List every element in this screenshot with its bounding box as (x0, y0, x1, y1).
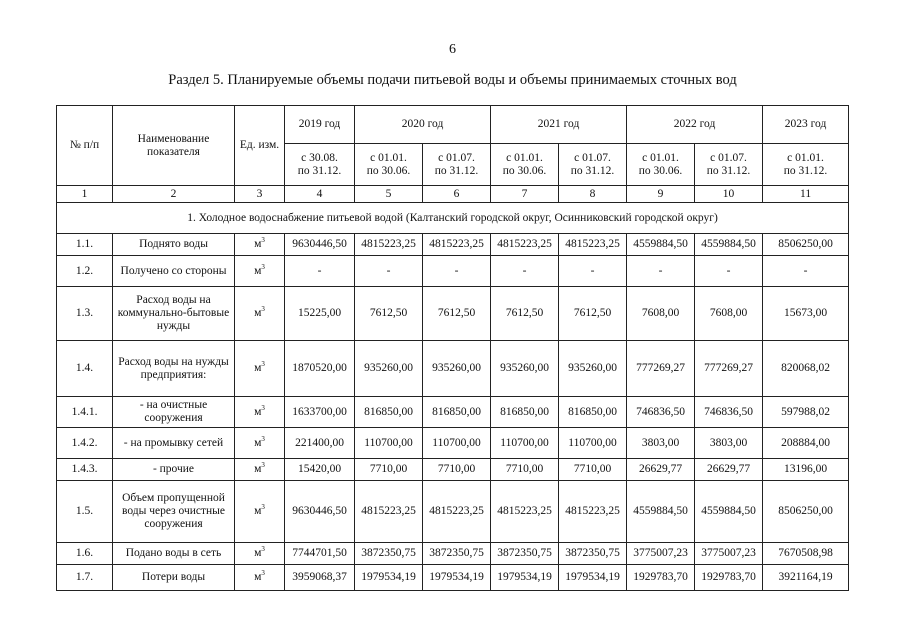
value-cell: 3959068,37 (285, 565, 355, 591)
unit-cell (235, 256, 285, 287)
value-cell: 1633700,00 (285, 397, 355, 428)
column-index: 2 (113, 186, 235, 203)
value-cell: 746836,50 (627, 397, 695, 428)
header-period: с 01.07. по 31.12. (559, 144, 627, 186)
table-row (57, 481, 849, 543)
value-cell: 9630446,50 (285, 234, 355, 256)
value-cell: 7710,00 (423, 459, 491, 481)
value-cell: 26629,77 (627, 459, 695, 481)
header-unit: Ед. изм. (235, 106, 285, 186)
unit-exponent: 3 (261, 305, 265, 313)
value-cell: 15420,00 (285, 459, 355, 481)
value-cell: 935260,00 (559, 341, 627, 397)
value-cell: 3775007,23 (695, 543, 763, 565)
table-row (57, 459, 849, 481)
value-cell: 935260,00 (491, 341, 559, 397)
value-cell: 3872350,75 (423, 543, 491, 565)
value-cell: - (763, 256, 849, 287)
unit-exponent: 3 (261, 434, 265, 443)
unit-exponent: 3 (261, 262, 265, 271)
value-cell: 3872350,75 (355, 543, 423, 565)
indicator-name: - на промывку сетей (113, 428, 235, 459)
header-year: 2020 год (355, 106, 491, 144)
header-num: № п/п (57, 106, 113, 186)
value-cell: 777269,27 (695, 341, 763, 397)
row-number: 1.4.3. (57, 459, 113, 481)
unit-cell (235, 397, 285, 428)
value-cell: 7710,00 (355, 459, 423, 481)
column-index: 8 (559, 186, 627, 203)
page-number: 6 (449, 42, 456, 57)
header-period: с 01.07. по 31.12. (695, 144, 763, 186)
value-cell: - (627, 256, 695, 287)
value-cell: 7612,50 (423, 287, 491, 341)
unit-cell (235, 565, 285, 591)
table-row (57, 234, 849, 256)
unit-label: м (254, 571, 262, 583)
value-cell: 816850,00 (491, 397, 559, 428)
value-cell: 816850,00 (423, 397, 491, 428)
column-index: 10 (695, 186, 763, 203)
header-year: 2019 год (285, 106, 355, 144)
section-heading-row (57, 203, 849, 234)
column-index: 6 (423, 186, 491, 203)
value-cell: 4815223,25 (559, 481, 627, 543)
indicator-name: Расход воды на нужды предприятия: (113, 341, 235, 397)
value-cell: 9630446,50 (285, 481, 355, 543)
value-cell: 4815223,25 (355, 481, 423, 543)
value-cell: 1979534,19 (491, 565, 559, 591)
value-cell: 4815223,25 (491, 481, 559, 543)
value-cell: 15673,00 (763, 287, 849, 341)
value-cell: 7612,50 (355, 287, 423, 341)
value-cell: 7608,00 (627, 287, 695, 341)
value-cell: 4815223,25 (423, 234, 491, 256)
header-period: с 01.07. по 31.12. (423, 144, 491, 186)
value-cell: 13196,00 (763, 459, 849, 481)
indicator-name: Подано воды в сеть (113, 543, 235, 565)
unit-exponent: 3 (261, 545, 265, 553)
unit-label: м (254, 405, 262, 418)
row-number: 1.4. (57, 341, 113, 397)
section-title: Раздел 5. Планируемые объемы подачи питьевой воды и объемы принимаемых сточных вод (168, 72, 737, 88)
column-index: 11 (763, 186, 849, 203)
unit-exponent: 3 (261, 503, 265, 511)
value-cell: 816850,00 (559, 397, 627, 428)
unit-cell (235, 481, 285, 543)
value-cell: - (695, 256, 763, 287)
unit-label: м (254, 505, 262, 517)
header-period: с 01.01. по 31.12. (763, 144, 849, 186)
value-cell: 7710,00 (491, 459, 559, 481)
unit-exponent: 3 (261, 461, 265, 469)
unit-exponent: 3 (261, 360, 265, 368)
row-number: 1.3. (57, 287, 113, 341)
header-year: 2023 год (763, 106, 849, 144)
unit-cell (235, 341, 285, 397)
value-cell: 7744701,50 (285, 543, 355, 565)
value-cell: 110700,00 (559, 428, 627, 459)
value-cell: 4815223,25 (355, 234, 423, 256)
value-cell: - (285, 256, 355, 287)
value-cell: - (491, 256, 559, 287)
value-cell: 3872350,75 (559, 543, 627, 565)
unit-exponent: 3 (261, 236, 265, 244)
row-number: 1.4.1. (57, 397, 113, 428)
unit-exponent: 3 (261, 569, 265, 577)
header-name: Наименование показателя (113, 106, 235, 186)
table-row (57, 543, 849, 565)
section-heading: 1. Холодное водоснабжение питьевой водой (Калтанский городской округ, Осинниковский городской округ) (57, 203, 849, 234)
table-row (57, 397, 849, 428)
column-index: 3 (235, 186, 285, 203)
header-year: 2021 год (491, 106, 627, 144)
value-cell: 26629,77 (695, 459, 763, 481)
value-cell: 7608,00 (695, 287, 763, 341)
indicator-name: Поднято воды (113, 234, 235, 256)
value-cell: 816850,00 (355, 397, 423, 428)
value-cell: 3921164,19 (763, 565, 849, 591)
value-cell: 3803,00 (627, 428, 695, 459)
header-year: 2022 год (627, 106, 763, 144)
row-number: 1.2. (57, 256, 113, 287)
column-index: 4 (285, 186, 355, 203)
value-cell: 7670508,98 (763, 543, 849, 565)
value-cell: 110700,00 (355, 428, 423, 459)
value-cell: 1870520,00 (285, 341, 355, 397)
value-cell: 110700,00 (491, 428, 559, 459)
value-cell: 7612,50 (559, 287, 627, 341)
value-cell: 1979534,19 (355, 565, 423, 591)
unit-exponent: 3 (261, 403, 265, 412)
indicator-name: Получено со стороны (113, 256, 235, 287)
unit-label: м (254, 362, 262, 374)
header-period: с 30.08. по 31.12. (285, 144, 355, 186)
value-cell: 7612,50 (491, 287, 559, 341)
unit-label: м (254, 238, 262, 250)
indicator-name: - прочие (113, 459, 235, 481)
unit-cell (235, 543, 285, 565)
value-cell: 4559884,50 (695, 481, 763, 543)
row-number: 1.7. (57, 565, 113, 591)
column-index: 7 (491, 186, 559, 203)
value-cell: 3872350,75 (491, 543, 559, 565)
column-index: 1 (57, 186, 113, 203)
value-cell: 820068,02 (763, 341, 849, 397)
value-cell: 597988,02 (763, 397, 849, 428)
indicator-name: Объем пропущенной воды через очистные сооружения (113, 481, 235, 543)
header-period: с 01.01. по 30.06. (491, 144, 559, 186)
row-number: 1.6. (57, 543, 113, 565)
value-cell: 935260,00 (423, 341, 491, 397)
value-cell: 4559884,50 (695, 234, 763, 256)
value-cell: 7710,00 (559, 459, 627, 481)
value-cell: 4815223,25 (423, 481, 491, 543)
value-cell: 1979534,19 (559, 565, 627, 591)
unit-cell (235, 234, 285, 256)
value-cell: 777269,27 (627, 341, 695, 397)
unit-label: м (254, 436, 262, 449)
unit-cell (235, 459, 285, 481)
column-index-row (57, 186, 849, 203)
table-row (57, 287, 849, 341)
table-row (57, 256, 849, 287)
value-cell: 3775007,23 (627, 543, 695, 565)
indicator-name: - на очистные сооружения (113, 397, 235, 428)
header-period: с 01.01. по 30.06. (355, 144, 423, 186)
value-cell: 110700,00 (423, 428, 491, 459)
value-cell: 935260,00 (355, 341, 423, 397)
indicator-name: Потери воды (113, 565, 235, 591)
unit-label: м (254, 307, 262, 319)
water-volumes-table (56, 105, 849, 591)
unit-label: м (254, 463, 262, 475)
value-cell: 8506250,00 (763, 234, 849, 256)
value-cell: 4559884,50 (627, 234, 695, 256)
value-cell: - (423, 256, 491, 287)
column-index: 9 (627, 186, 695, 203)
unit-cell (235, 428, 285, 459)
column-index: 5 (355, 186, 423, 203)
table-row (57, 428, 849, 459)
value-cell: 208884,00 (763, 428, 849, 459)
value-cell: 221400,00 (285, 428, 355, 459)
value-cell: 15225,00 (285, 287, 355, 341)
value-cell: 4815223,25 (559, 234, 627, 256)
row-number: 1.4.2. (57, 428, 113, 459)
unit-label: м (254, 547, 262, 559)
value-cell: 1929783,70 (695, 565, 763, 591)
value-cell: 4559884,50 (627, 481, 695, 543)
table-row (57, 341, 849, 397)
unit-label: м (254, 264, 262, 277)
value-cell: 1929783,70 (627, 565, 695, 591)
value-cell: - (355, 256, 423, 287)
unit-cell (235, 287, 285, 341)
table-row (57, 565, 849, 591)
value-cell: 4815223,25 (491, 234, 559, 256)
header-period: с 01.01. по 30.06. (627, 144, 695, 186)
row-number: 1.1. (57, 234, 113, 256)
value-cell: - (559, 256, 627, 287)
indicator-name: Расход воды на коммунально-бытовые нужды (113, 287, 235, 341)
value-cell: 1979534,19 (423, 565, 491, 591)
header-row-years (57, 106, 849, 144)
row-number: 1.5. (57, 481, 113, 543)
value-cell: 3803,00 (695, 428, 763, 459)
value-cell: 746836,50 (695, 397, 763, 428)
value-cell: 8506250,00 (763, 481, 849, 543)
